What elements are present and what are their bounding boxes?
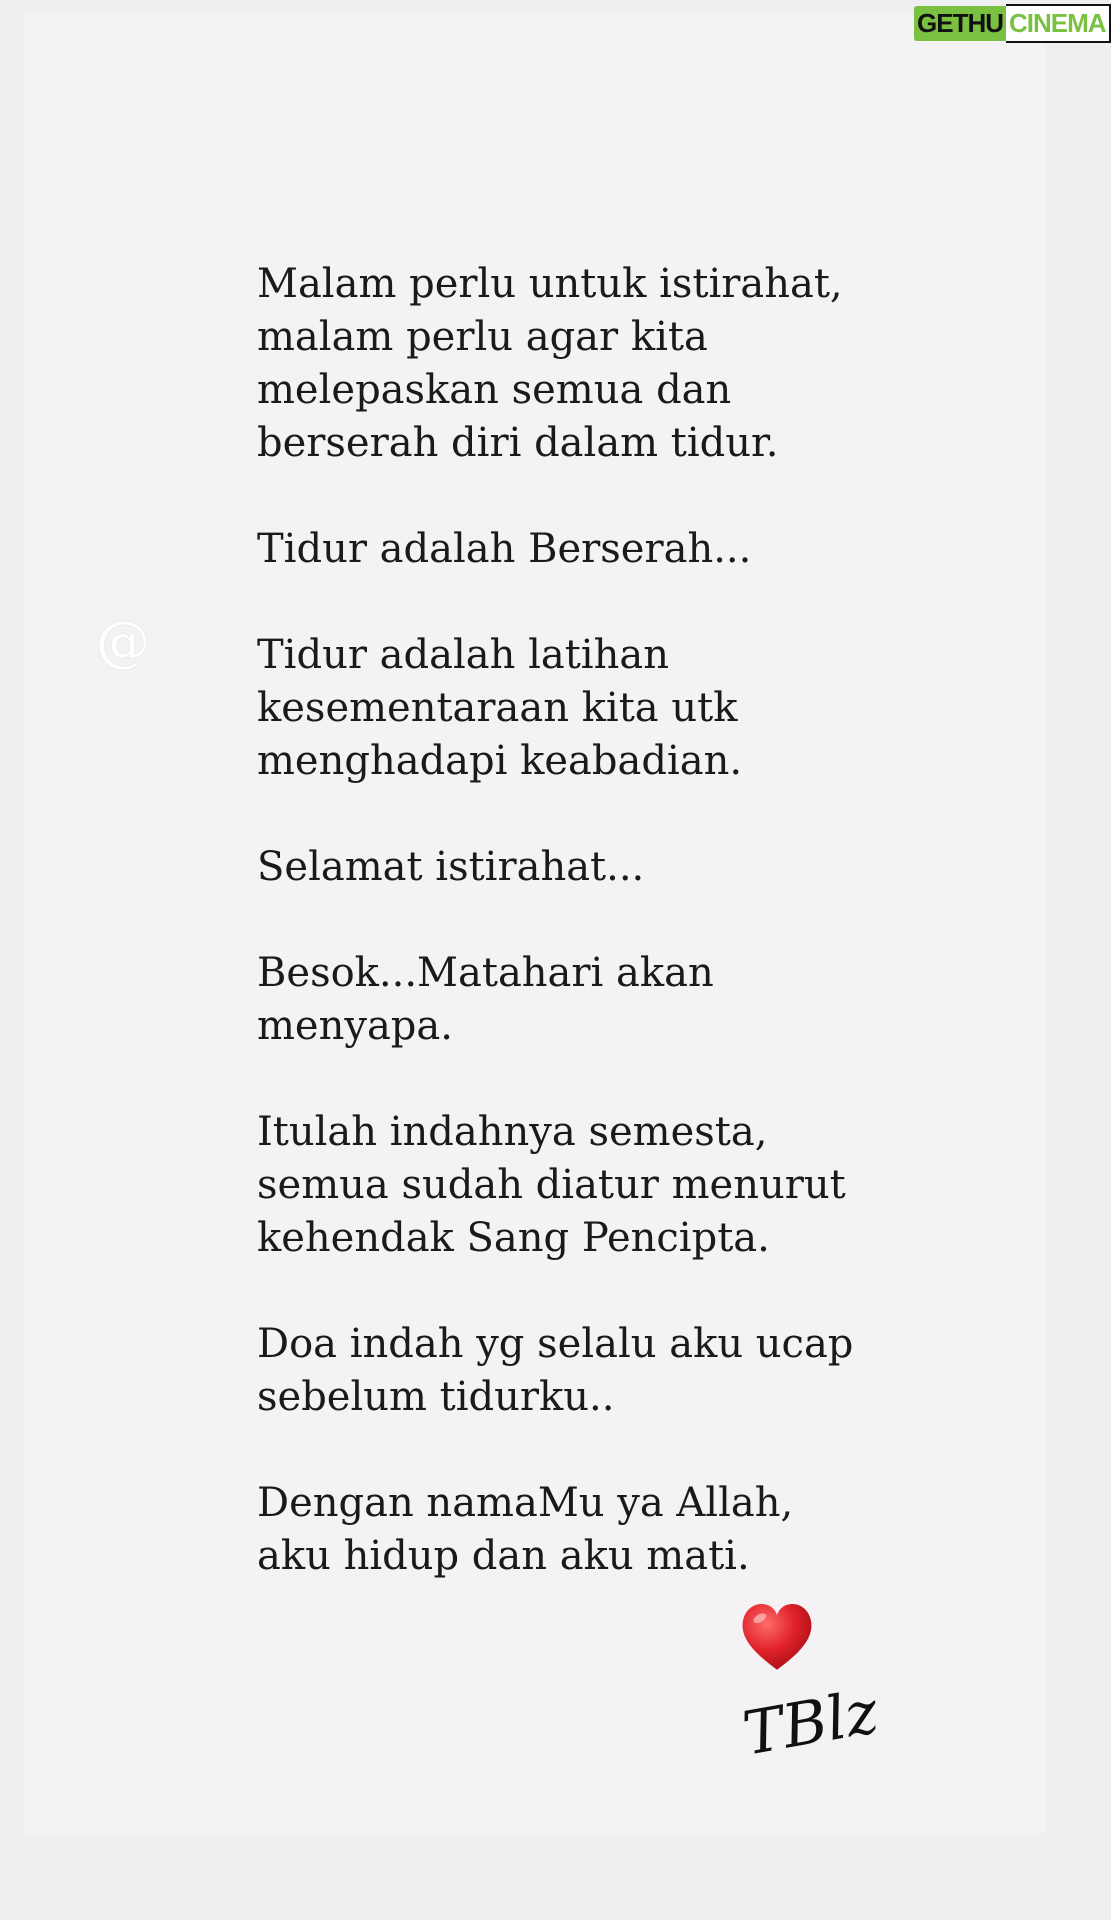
- stanza: [257, 947, 897, 1053]
- poem-line: malam perlu agar kita: [257, 314, 708, 360]
- signature: TBlz: [737, 1677, 883, 1770]
- poem-line: berserah diri dalam tidur.: [257, 420, 779, 466]
- poem-line: Doa indah yg selalu aku ucap: [257, 1321, 854, 1367]
- poem-line: semua sudah diatur menurut: [257, 1162, 846, 1208]
- logo-text-gethu: GETHU: [914, 6, 1006, 41]
- poem-line: Malam perlu untuk istirahat,: [257, 261, 843, 307]
- poem-line: kehendak Sang Pencipta.: [257, 1215, 770, 1261]
- poem-line: menghadapi keabadian.: [257, 738, 743, 784]
- stanza: [257, 841, 897, 894]
- poem-line: Dengan namaMu ya Allah,: [257, 1480, 794, 1526]
- poem-line: aku hidup dan aku mati.: [257, 1533, 750, 1579]
- logo-text-cinema: CINEMA: [1006, 4, 1111, 43]
- stanza: [257, 1318, 897, 1424]
- at-watermark: @: [96, 610, 150, 673]
- poem-text: [257, 258, 897, 1636]
- poem-line: Tidur adalah Berserah...: [257, 526, 752, 572]
- poem-line: kesementaraan kita utk: [257, 685, 738, 731]
- poem-line: Itulah indahnya semesta,: [257, 1109, 768, 1155]
- stanza: [257, 1477, 897, 1583]
- stanza: [257, 629, 897, 788]
- poem-line: sebelum tidurku..: [257, 1374, 615, 1420]
- heart-icon: [738, 1598, 816, 1676]
- gethu-cinema-logo: [914, 2, 1106, 44]
- poem-line: menyapa.: [257, 1003, 453, 1049]
- poem-line: Selamat istirahat...: [257, 844, 645, 890]
- poem-line: Tidur adalah latihan: [257, 632, 669, 678]
- poem-line: melepaskan semua dan: [257, 367, 732, 413]
- stanza: [257, 258, 897, 470]
- stanza: [257, 1106, 897, 1265]
- poem-line: Besok...Matahari akan: [257, 950, 714, 996]
- stanza: [257, 523, 897, 576]
